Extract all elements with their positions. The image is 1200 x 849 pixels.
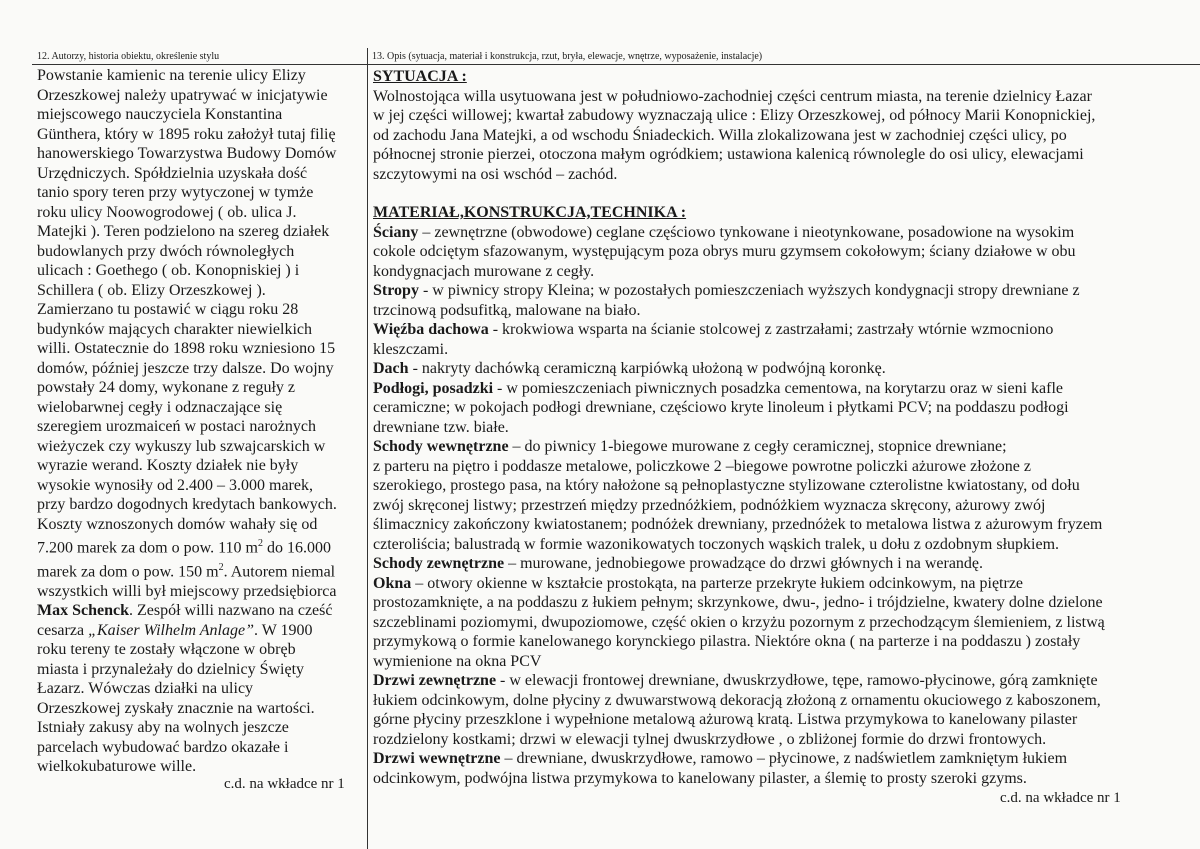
text-line: szczytowymi na osi wschód – zachód.	[373, 165, 618, 183]
material-line: szczeblinami poziomymi, dwupoziomowe, część okien o krzyżu pozornym z przechodzącym ślemieniem, z listwą	[373, 613, 1105, 631]
text-line: wyrazie werand. Koszty działek nie były	[37, 457, 299, 474]
text-line: Günthera, który w 1895 roku założył tutaj filię	[37, 125, 336, 143]
right-continued-note: c.d. na wkładce nr 1	[1000, 790, 1121, 806]
material-line: Drzwi zewnętrzne - w elewacji frontowej drewniane, dwuskrzydłowe, tępe, ramowo-płycinowe, górą zamknięte	[373, 672, 1098, 689]
material-term: Dach	[373, 360, 409, 377]
material-line: Podłogi, posadzki - w pomieszczeniach piwnicznych posadzka cementowa, na korytarzu oraz w sieni kafle	[373, 379, 1064, 397]
text-line: Urzędniczych. Spółdzielnia uzyskała dość	[37, 164, 308, 182]
history-line: cesarza „Kaiser Wilhelm Anlage”. W 1900	[37, 621, 313, 639]
material-line: Stropy - w piwnicy stropy Kleina; w pozostałych pomieszczeniach wyższych kondygnacji stropy drewniane z	[373, 282, 1080, 299]
material-line: ślimacznicy zakończony kwiatostanem; podnóżek drewniany, przednóżek to metalowa listwa z ażurowym fryzem	[373, 516, 1103, 533]
builder-name: Max Schenck	[37, 602, 129, 620]
material-line: trzcinową podsufitką, malowane na biało.	[373, 301, 641, 319]
complex-name: „Kaiser Wilhelm Anlage”	[88, 621, 254, 639]
material-line: kleszczami.	[373, 340, 449, 358]
text-line: w jej części willowej; kwartał zabudowy wyznaczają ulice : Elizy Orzeszkowej, od północy Marii Konopnickiej,	[373, 107, 1096, 124]
material-line: Schody wewnętrzne – do piwnicy 1-biegowe murowane z cegły ceramicznej, stopnice drewniane;	[373, 438, 1007, 455]
material-term: Podłogi, posadzki	[373, 379, 494, 397]
material-line: Drzwi wewnętrzne – drewniane, dwuskrzydłowe, ramowo – płycinowe, z nadświetlem zamkniętym łukiem	[373, 750, 1068, 767]
text-line: Wolnostojąca willa usytuowana jest w południowo-zachodniej części centrum miasta, na terenie dzielnicy Łazar	[373, 87, 1092, 105]
material-term: Schody wewnętrzne	[373, 438, 509, 455]
material-line: ceramiczne; w pokojach podłogi drewniane, częściowo kryte linoleum i płytkami PCV; na poddaszu podłogi	[373, 399, 1069, 416]
material-line: łukiem odcinkowym, dolne płyciny z dwuwarstwową dekoracją złożoną z ornamentu okuciowego z kaboszonem,	[373, 691, 1101, 709]
spacer	[373, 184, 1195, 203]
material-line: odcinkowym, podwójna listwa przymykowa to kanelowany pilaster, a ślemię to prosty szeroki gzyms.	[373, 769, 1027, 787]
text-line: hanowerskiego Towarzystwa Budowy Domów	[37, 145, 337, 162]
text-line: Powstanie kamienic na terenie ulicy Elizy	[37, 67, 306, 84]
description-column	[373, 67, 1195, 788]
material-line: z parteru na piętro i poddasze metalowe, policzkowe 2 –biegowe powrotne policzki ażurowe złożone z	[373, 457, 1031, 475]
material-line: górne płyciny przeszklone i wypełnione metalową ażurową kratą. Listwa przymykowa to kanelowany pilaster	[373, 711, 1078, 728]
material-line: zwój skręconej listwy; przestrzeń między przednóżkiem, podnóżkiem wyznacza skręcony, ażurowy zwój	[373, 496, 1046, 514]
text-line: tanio spory teren przy wytyczonej w tymże	[37, 184, 314, 201]
material-line: czteroliścia; balustradą w formie wazonikowatych toczonych wąskich tralek, u dołu z ozdobnym słupkiem.	[373, 535, 1060, 553]
text-line: Orzeszkowej zyskały znacznie na wartości.	[37, 699, 315, 717]
text-line: Orzeszkowej należy upatrywać w inicjatywie	[37, 86, 328, 104]
history-line: wszystkich willi był miejscowy przedsiębiorca	[37, 582, 337, 600]
left-continued-note: c.d. na wkładce nr 1	[224, 776, 345, 792]
text-line: Matejki ). Teren podzielono na szereg działek	[37, 223, 330, 240]
text-line: od zachodu Jana Matejki, a od wschodu Śniadeckich. Willa zlokalizowana jest w zachodniej części ulicy, po	[373, 126, 1067, 144]
material-line: prostozamknięte, a na poddaszu z łukiem pełnym; skrzynkowe, dwu-, jedno- i trójdzielne, kwatery dolne dzielone	[373, 594, 1103, 611]
history-line: Max Schenck. Zespół willi nazwano na cześć	[37, 602, 333, 620]
material-line: przymykową o formie kanelowanego korynckiego pilastra. Niektóre okna ( na parterze i na poddaszu ) zostały	[373, 633, 1081, 650]
left-column-header: 12. Autorzy, historia obiektu, określenie stylu	[37, 51, 220, 62]
text-line: szeregiem urozmaiceń w postaci narożnych	[37, 418, 316, 435]
text-line: parcelach wybudować bardzo okazałe i	[37, 738, 289, 756]
text-line: powstały 24 domy, wykonane z reguły z	[37, 379, 296, 396]
column-divider	[367, 48, 368, 849]
material-term: Schody zewnętrzne	[373, 555, 505, 572]
material-term: Drzwi wewnętrzne	[373, 750, 501, 767]
text-line: willi. Ostatecznie do 1898 roku wzniesiono 15	[37, 340, 336, 357]
right-column-header: 13. Opis (sytuacja, materiał i konstrukcja, rzut, bryła, elewacje, wnętrze, wyposażenie, instalacje)	[372, 51, 763, 62]
text-line: wielobarwnej cegły i odznaczające się	[37, 398, 283, 416]
text-line: wieżyczek czy wykuszy lub szwajcarskich w	[37, 437, 326, 455]
text-line: Zamierzano tu postawić w ciągu roku 28	[37, 301, 299, 318]
material-term: Stropy	[373, 282, 419, 299]
text-line: roku tereny te zostały włączone w obręb	[37, 641, 296, 659]
history-line: marek za dom o pow. 150 $m^2$. Autorem niemal	[37, 561, 336, 581]
material-title: MATERIAŁ,KONSTRUKCJA,TECHNIKA :	[373, 204, 687, 221]
situation-text	[373, 87, 1195, 185]
material-term: Okna	[373, 574, 412, 592]
history-lines	[37, 66, 367, 534]
material-term: Drzwi zewnętrzne	[373, 672, 497, 689]
material-line: drewniane tzw. białe.	[373, 418, 509, 436]
text-line: Istniały zakusy aby na wolnych jeszcze	[37, 719, 289, 737]
material-line: Dach - nakryty dachówką ceramiczną karpiówką ułożoną w podwójną koronkę.	[373, 360, 886, 377]
material-line: rozdzielony kostkami; drzwi w elewacji tylnej dwuskrzydłowe , o zbliżonej formie do drzwi frontowych.	[373, 730, 1047, 748]
header-divider	[32, 64, 1200, 65]
text-line: roku ulicy Noowogrodowej ( ob. ulica J.	[37, 203, 297, 221]
material-line: wymienione na okna PCV	[373, 652, 542, 670]
material-term: Więźba dachowa	[373, 321, 489, 338]
material-line: cokole odciętym sfazowanym, występującym poza obrys muru gzymsem cokołowym; ściany działowe w obu	[373, 243, 1076, 260]
text-line: Schillera ( ob. Elizy Orzeszkowej ).	[37, 281, 266, 299]
text-line: budowlanych przy dwóch równoległych	[37, 242, 295, 260]
text-line: ulicach : Goethego ( ob. Konopniskiej ) i	[37, 262, 300, 279]
history-line: 7.200 marek za dom o pow. 110 $m^2$ do 16.000	[37, 538, 331, 557]
text-line: miasta i przynależały do dzielnicy Święty	[37, 660, 305, 678]
material-term: Ściany	[373, 223, 419, 241]
text-line: wysokie wynosiły od 2.400 – 3.000 marek,	[37, 476, 313, 494]
text-line: przy bardzo dogodnych kredytach bankowych.	[37, 496, 337, 513]
text-line: domów, później jeszcze trzy dalsze. Do wojny	[37, 359, 334, 377]
material-items	[373, 223, 1195, 789]
material-line: szerokiego, prostego pasa, na który nałożone są pełnoplastyczne stylizowane czterolistne kwiatostany, od dołu	[373, 477, 1080, 494]
history-lines-end	[37, 640, 367, 777]
material-line: Okna – otwory okienne w kształcie prostokąta, na parterze przekryte łukiem odcinkowym, na piętrze	[373, 574, 1024, 592]
text-line: budynków mających charakter niewielkich	[37, 320, 312, 338]
text-line: miejscowego nauczyciela Konstantina	[37, 106, 283, 123]
material-line: Schody zewnętrzne – murowane, jednobiegowe prowadzące do drzwi głównych i na werandę.	[373, 555, 984, 572]
situation-title: SYTUACJA :	[373, 68, 467, 85]
material-line: kondygnacjach murowane z cegły.	[373, 262, 595, 280]
text-line: Łazarz. Wówczas działki na ulicy	[37, 680, 254, 698]
text-line: północnej stronie pierzei, otoczona małym ogródkiem; ustawiona kalenicą równolegle do osi ulicy, elewacjami	[373, 146, 1084, 163]
material-line: Ściany – zewnętrzne (obwodowe) ceglane częściowo tynkowane i nieotynkowane, posadowione na wysokim	[373, 223, 1075, 241]
history-column	[37, 66, 367, 777]
material-line: Więźba dachowa - krokwiowa wsparta na ścianie stolcowej z zastrzałami; zastrzały wtórnie wzmocniono	[373, 321, 1054, 338]
text-line: wielkokubaturowe wille.	[37, 758, 197, 776]
text-line: Koszty wznoszonych domów wahały się od	[37, 515, 318, 533]
